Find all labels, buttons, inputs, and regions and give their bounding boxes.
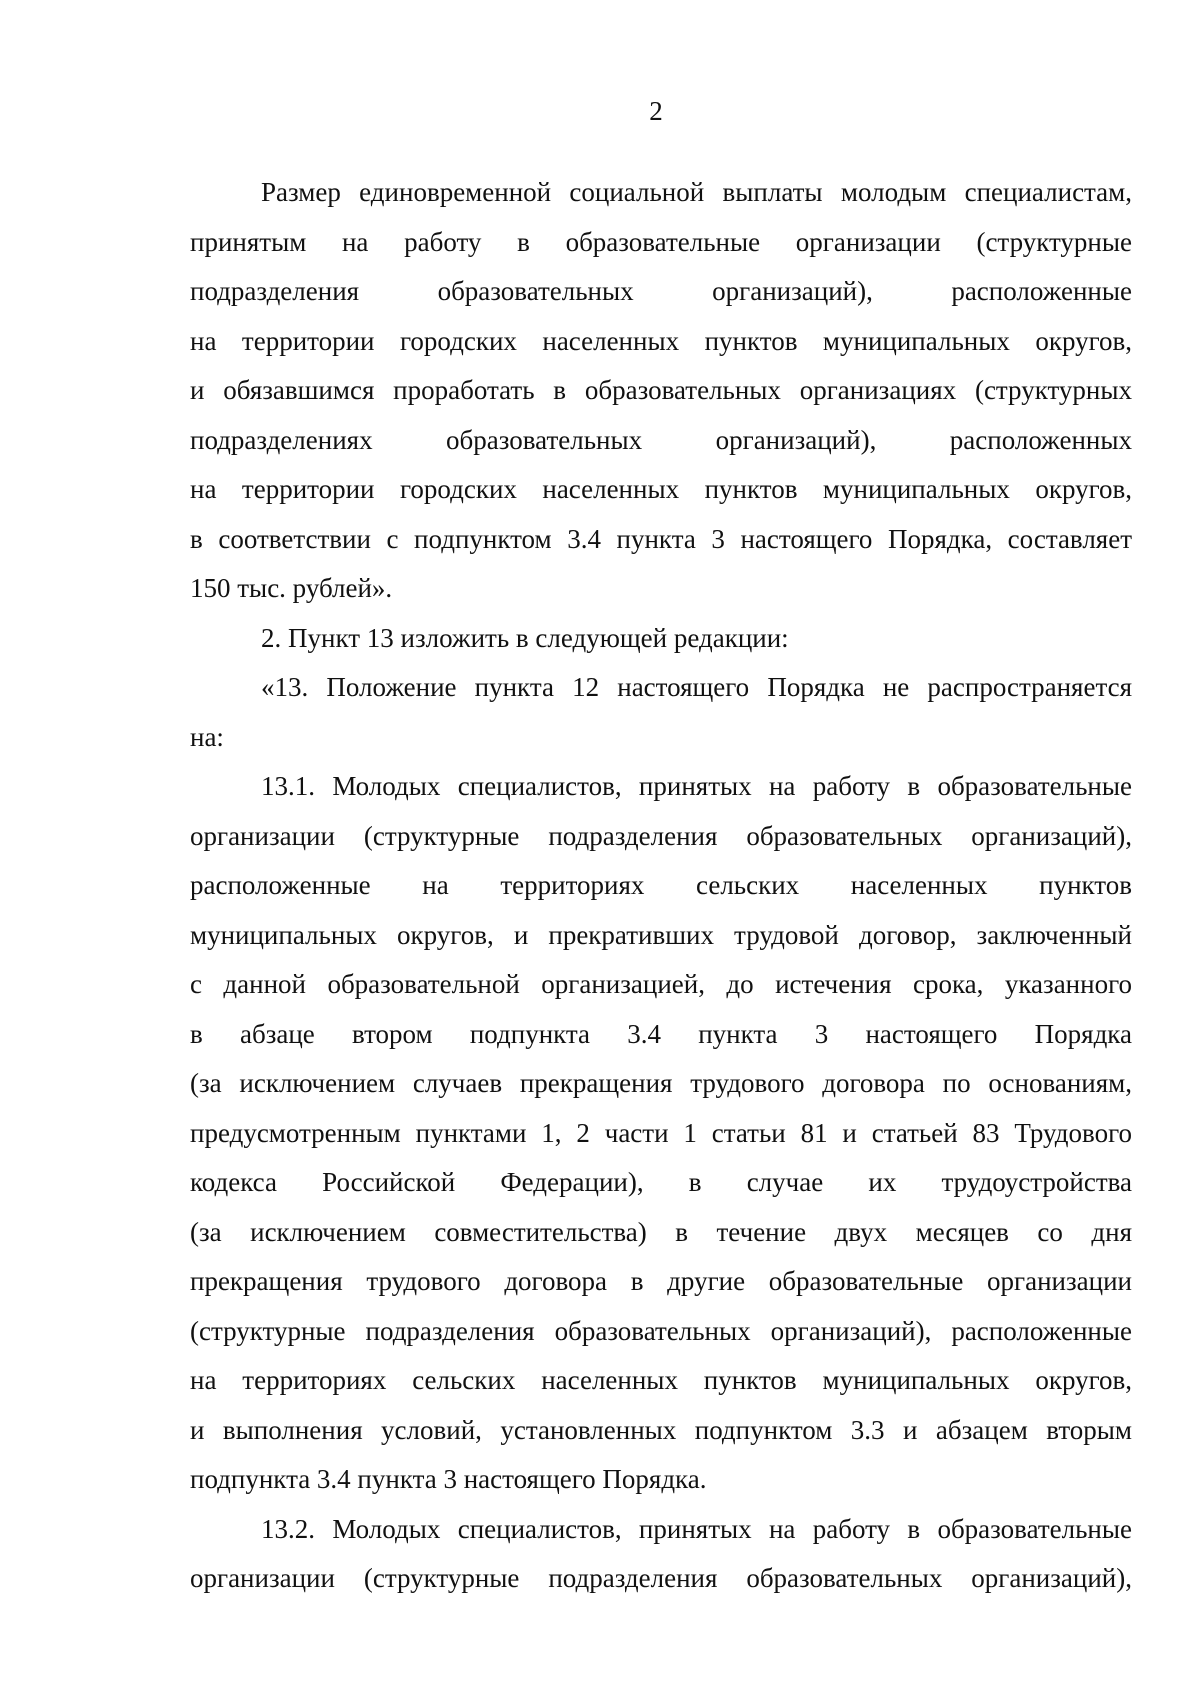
text-line: в абзаце втором подпункта 3.4 пункта 3 настоящего Порядка (190, 1018, 1132, 1049)
text-line: на территории городских населенных пунктов муниципальных округов, (190, 325, 1132, 356)
text-line: и выполнения условий, установленных подпунктом 3.3 и абзацем вторым (190, 1414, 1132, 1445)
text-line: 2. Пункт 13 изложить в следующей редакции: (261, 622, 789, 653)
text-line: организации (структурные подразделения образовательных организаций), (190, 1563, 1132, 1593)
text-line: организации (структурные подразделения образовательных организаций), (190, 820, 1132, 851)
text-line: на территории городских населенных пунктов муниципальных округов, (190, 474, 1132, 504)
text-line: «13. Положение пункта 12 настоящего Порядка не распространяется (261, 672, 1132, 702)
text-line: и обязавшимся проработать в образовательных организациях (структурных (190, 375, 1132, 405)
text-line: 13.1. Молодых специалистов, принятых на работу в образовательные (261, 771, 1132, 801)
text-line: расположенные на территориях сельских населенных пунктов (190, 870, 1132, 900)
text-line: подразделения образовательных организаций), расположенные (190, 276, 1132, 306)
text-line: предусмотренным пунктами 1, 2 части 1 статьи 81 и статьей 83 Трудового (190, 1117, 1132, 1148)
text-line: в соответствии с подпунктом 3.4 пункта 3 настоящего Порядка, составляет (190, 523, 1132, 554)
text-line: Размер единовременной социальной выплаты молодым специалистам, (261, 177, 1132, 207)
text-line: кодекса Российской Федерации), в случае их трудоустройства (190, 1167, 1132, 1197)
text-line: прекращения трудового договора в другие образовательные организации (190, 1266, 1132, 1296)
text-line: принятым на работу в образовательные организации (структурные (190, 226, 1132, 257)
text-line: 150 тыс. рублей». (190, 573, 393, 603)
text-line: на: (190, 721, 224, 752)
text-line: муниципальных округов, и прекративших трудовой договор, заключенный (190, 919, 1132, 950)
page-number: 2 (649, 96, 663, 126)
text-line: с данной образовательной организацией, до истечения срока, указанного (190, 969, 1132, 999)
text-line: подпункта 3.4 пункта 3 настоящего Порядка. (190, 1464, 707, 1494)
text-line: (за исключением совместительства) в течение двух месяцев со дня (190, 1216, 1132, 1247)
document-body (190, 168, 1132, 1604)
text-line: (структурные подразделения образовательных организаций), расположенные (190, 1315, 1132, 1346)
text-line: (за исключением случаев прекращения трудового договора по основаниям, (190, 1068, 1132, 1098)
text-line: 13.2. Молодых специалистов, принятых на работу в образовательные (261, 1513, 1132, 1544)
text-line: подразделениях образовательных организаций), расположенных (190, 424, 1132, 455)
text-line: на территориях сельских населенных пунктов муниципальных округов, (190, 1365, 1132, 1395)
